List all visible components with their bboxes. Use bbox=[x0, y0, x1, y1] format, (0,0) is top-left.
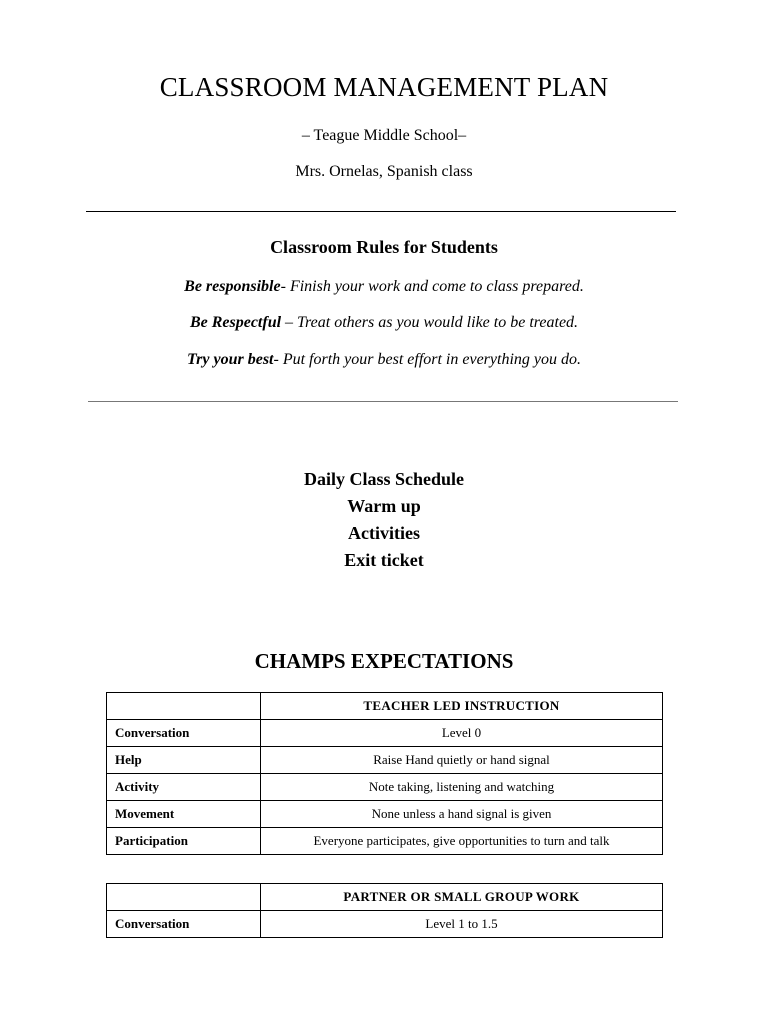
rules-heading: Classroom Rules for Students bbox=[270, 237, 498, 257]
divider-top bbox=[86, 211, 676, 212]
table-row bbox=[107, 911, 663, 938]
rule-name: Be responsible bbox=[184, 278, 281, 295]
rule-name: Be Respectful bbox=[189, 314, 282, 331]
rule-text: - Finish your work and come to class prepared. bbox=[280, 278, 584, 295]
row-value: Note taking, listening and watching bbox=[261, 774, 663, 801]
table-row bbox=[107, 774, 663, 801]
table-row bbox=[107, 747, 663, 774]
schedule-item: Exit ticket bbox=[344, 550, 424, 570]
table-corner-cell bbox=[107, 884, 261, 911]
champs-heading: CHAMPS EXPECTATIONS bbox=[254, 649, 514, 673]
schedule-item: Activities bbox=[348, 523, 420, 543]
row-value: Everyone participates, give opportunities to turn and talk bbox=[261, 828, 663, 855]
table-header-cell: TEACHER LED INSTRUCTION bbox=[261, 693, 663, 720]
rule-item bbox=[0, 314, 768, 332]
rule-text: – Treat others as you would like to be treated. bbox=[281, 314, 579, 331]
row-label: Conversation bbox=[107, 911, 261, 938]
teacher-class: Mrs. Ornelas, Spanish class bbox=[295, 163, 473, 180]
row-value: Level 0 bbox=[261, 720, 663, 747]
table-row bbox=[107, 720, 663, 747]
schedule-item: Warm up bbox=[347, 496, 421, 516]
row-label: Activity bbox=[107, 774, 261, 801]
row-label: Conversation bbox=[107, 720, 261, 747]
table-row bbox=[107, 801, 663, 828]
page-title: CLASSROOM MANAGEMENT PLAN bbox=[159, 72, 609, 102]
table-header-cell: PARTNER OR SMALL GROUP WORK bbox=[261, 884, 663, 911]
table-row bbox=[107, 693, 663, 720]
table-corner-cell bbox=[107, 693, 261, 720]
row-label: Participation bbox=[107, 828, 261, 855]
rule-item bbox=[0, 278, 768, 296]
row-value: None unless a hand signal is given bbox=[261, 801, 663, 828]
school-name: – Teague Middle School– bbox=[301, 127, 467, 144]
rule-text: - Put forth your best effort in everything you do. bbox=[273, 351, 581, 368]
row-value: Level 1 to 1.5 bbox=[261, 911, 663, 938]
rule-name: Try your best bbox=[186, 351, 274, 368]
teacher-led-table bbox=[106, 692, 663, 855]
table-row bbox=[107, 884, 663, 911]
table-row bbox=[107, 828, 663, 855]
schedule-heading: Daily Class Schedule bbox=[303, 469, 465, 489]
divider-middle bbox=[88, 401, 678, 402]
row-value: Raise Hand quietly or hand signal bbox=[261, 747, 663, 774]
rule-item bbox=[0, 351, 768, 369]
row-label: Movement bbox=[107, 801, 261, 828]
row-label: Help bbox=[107, 747, 261, 774]
group-work-table bbox=[106, 883, 663, 938]
